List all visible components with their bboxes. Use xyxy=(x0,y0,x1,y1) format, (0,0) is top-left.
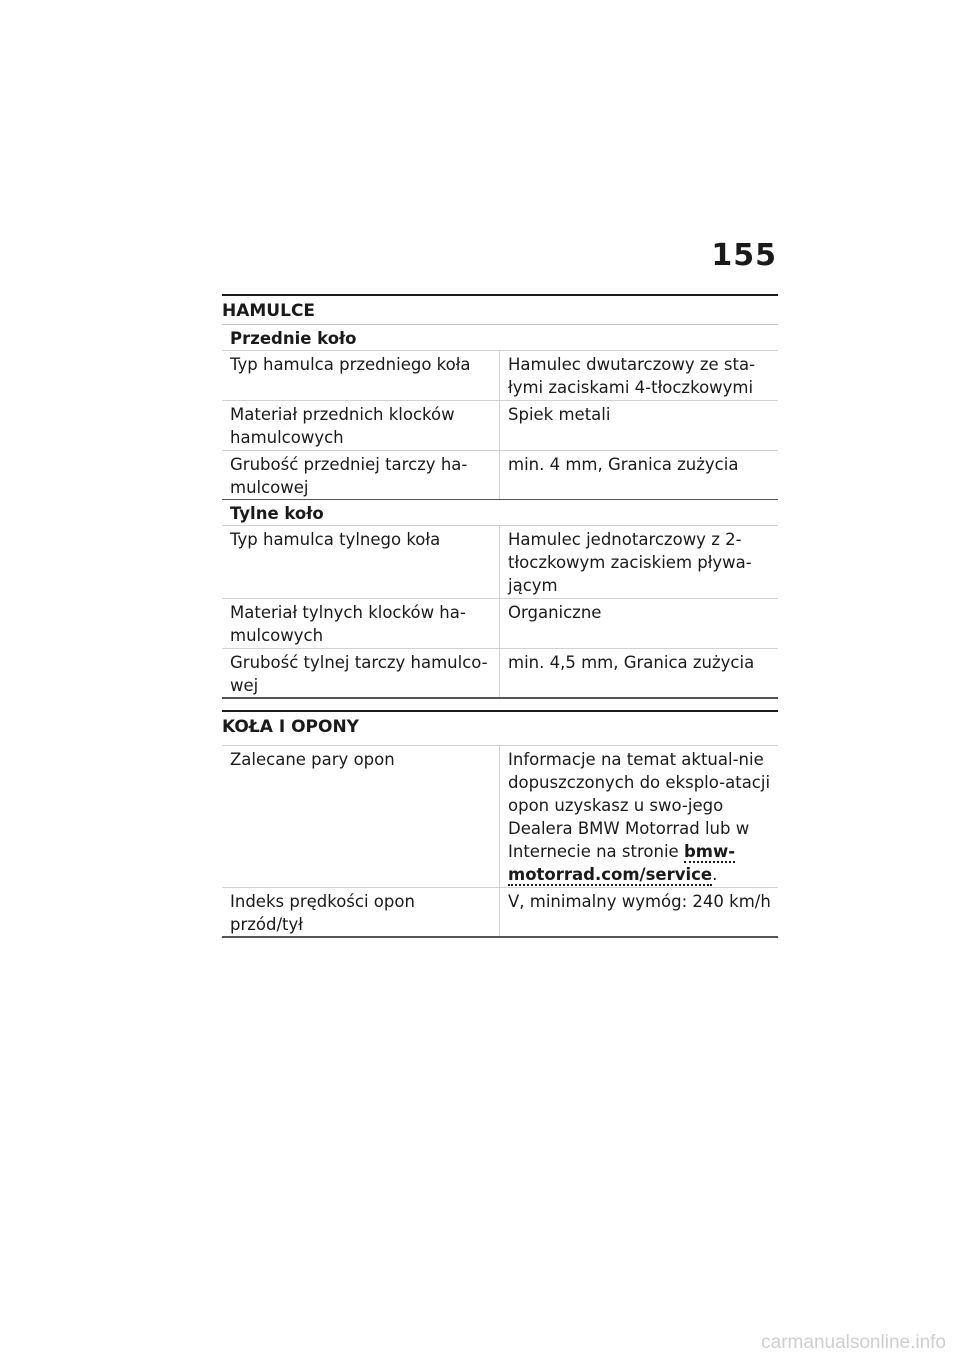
row-label: Typ hamulca tylnego koła xyxy=(222,526,500,598)
row-value xyxy=(500,746,778,887)
subheading-front: Przednie koło xyxy=(222,324,778,350)
table-bottom-rule xyxy=(222,697,778,699)
row-label: Zalecane pary opon xyxy=(222,746,500,887)
service-link[interactable]: bmw-motorrad.com/service xyxy=(508,842,736,884)
watermark: carmanualsonline.info xyxy=(761,1332,946,1353)
row-label: Grubość przedniej tarczy ha-mulcowej xyxy=(222,451,500,499)
link-suffix: . xyxy=(712,865,718,884)
table-row xyxy=(222,648,778,697)
table-row xyxy=(222,525,778,598)
row-value: Hamulec jednotarczowy z 2-tłoczkowym zaciskiem pływa-jącym xyxy=(508,530,752,595)
table-bottom-rule xyxy=(222,936,778,938)
row-value: min. 4,5 mm, Granica zużycia xyxy=(508,653,755,672)
row-value: min. 4 mm, Granica zużycia xyxy=(508,455,739,474)
row-value: Organiczne xyxy=(508,603,602,622)
row-label: Materiał przednich klocków hamulcowych xyxy=(222,401,500,450)
row-label: Typ hamulca przedniego koła xyxy=(222,351,500,400)
brakes-section xyxy=(222,294,778,699)
table-row xyxy=(222,745,778,887)
row-value: V, minimalny wymóg: 240 km/h xyxy=(508,892,771,911)
table-row xyxy=(222,450,778,499)
row-value: Spiek metali xyxy=(508,405,611,424)
section-title: HAMULCE xyxy=(222,301,316,321)
row-label: Grubość tylnej tarczy hamulco-wej xyxy=(222,649,500,697)
table-row xyxy=(222,887,778,936)
table-row xyxy=(222,350,778,400)
subheading-rear: Tylne koło xyxy=(222,499,778,525)
row-label: Materiał tylnych klocków ha-mulcowych xyxy=(222,599,500,648)
row-value-text: Informacje na temat aktual-nie dopuszczonych do eksplo-atacji opon uzyskasz u swo-jego Dealera BMW Motorrad lub w Internecie na stronie xyxy=(508,750,771,861)
table-row xyxy=(222,400,778,450)
section-title: KOŁA I OPONY xyxy=(222,717,359,737)
wheels-section xyxy=(222,710,778,938)
table-row xyxy=(222,598,778,648)
row-value: Hamulec dwutarczowy ze sta-łymi zaciskami 4-tłoczkowymi xyxy=(508,355,756,397)
row-label: Indeks prędkości opon przód/tył xyxy=(222,888,500,936)
page-number: 155 xyxy=(711,238,777,273)
